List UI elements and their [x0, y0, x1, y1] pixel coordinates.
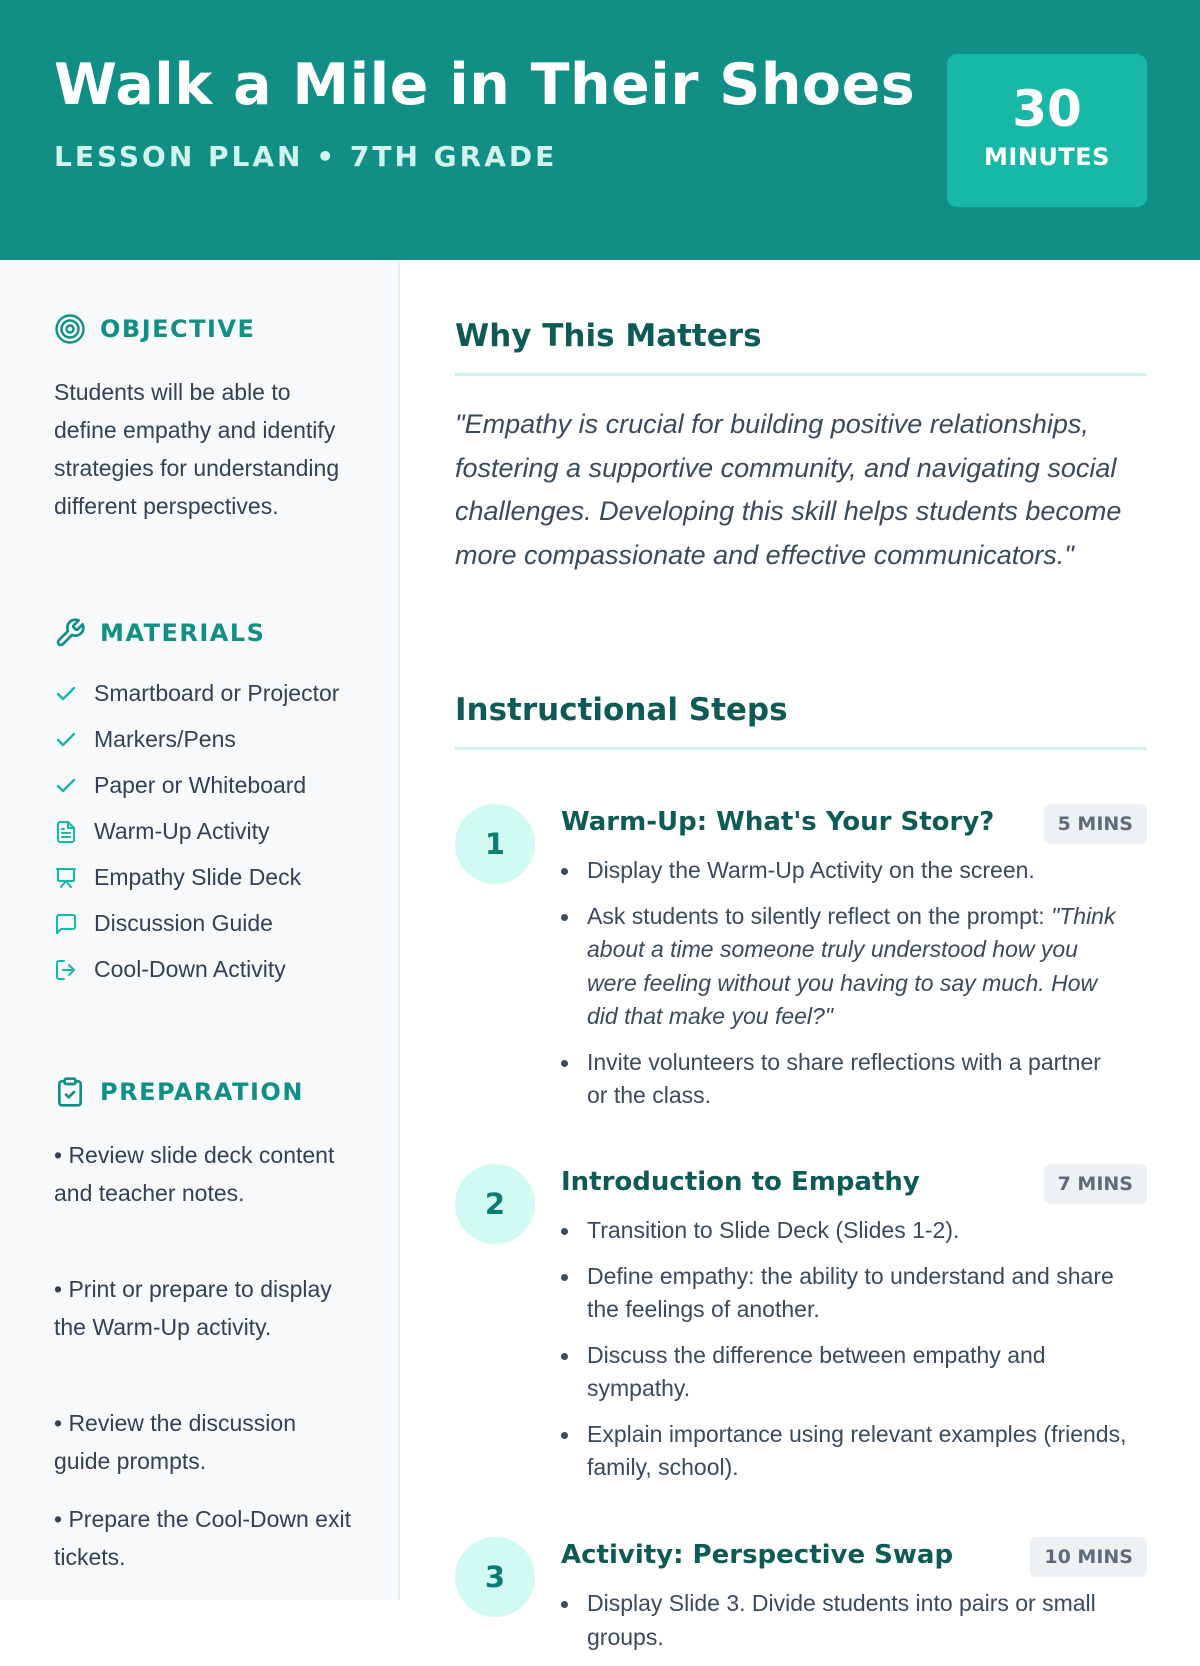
material-item [54, 768, 354, 802]
duration-value: 30 [1012, 80, 1082, 138]
material-item [54, 676, 354, 710]
lesson-title: Walk a Mile in Their Shoes [54, 52, 916, 118]
presentation-icon [54, 865, 78, 889]
step-bullets [587, 1214, 1127, 1497]
step-title: Warm-Up: What's Your Story? [561, 807, 995, 837]
step-title: Introduction to Empathy [561, 1167, 920, 1197]
prep-item: • Print or prepare to display the Warm-Up activity. [54, 1276, 332, 1340]
material-label: Empathy Slide Deck [94, 864, 302, 890]
bullet-text: Ask students to silently reflect on the prompt: [587, 902, 1045, 929]
material-label: Warm-Up Activity [94, 818, 270, 844]
step-number: 3 [455, 1537, 535, 1617]
wrench-icon [54, 617, 86, 649]
material-label: Discussion Guide [94, 910, 273, 936]
reflection-prompt: "Think about a time someone truly understood how you were feeling without you having to say much. How did that make you feel?" [587, 902, 1116, 1029]
material-label: Paper or Whiteboard [94, 772, 307, 798]
materials-list [54, 676, 354, 986]
check-icon [54, 727, 78, 751]
step-bullet: Display Slide 3. Divide students into pairs or small groups. [587, 1587, 1127, 1654]
bullet-text: Display the Warm-Up Activity on the screen. [587, 857, 1035, 883]
step-bullets [587, 1587, 1127, 1666]
why-heading: Why This Matters [455, 318, 762, 354]
steps-heading: Instructional Steps [455, 692, 788, 728]
prep-item: • Prepare the Cool-Down exit tickets. [54, 1506, 351, 1570]
step-duration-badge: 10 MINS [1030, 1537, 1147, 1577]
lesson-header [0, 0, 1200, 260]
divider [455, 373, 1147, 376]
divider [455, 747, 1147, 750]
material-label: Markers/Pens [94, 726, 236, 752]
preparation-heading [54, 1076, 304, 1108]
material-label: Smartboard or Projector [94, 680, 340, 706]
clipboard-check-icon [54, 1076, 86, 1108]
step-bullet [587, 900, 1127, 1034]
materials-heading [54, 617, 265, 649]
material-item[interactable] [54, 814, 354, 848]
duration-unit: MINUTES [984, 143, 1110, 171]
prep-item: • Review slide deck content and teacher notes. [54, 1142, 335, 1206]
exit-icon [54, 957, 78, 981]
material-item[interactable] [54, 906, 354, 940]
objective-heading [54, 313, 255, 345]
step-bullet: Define empathy: the ability to understand and share the feelings of another. [587, 1260, 1127, 1327]
step-bullet [587, 854, 1127, 888]
bullet-text: Invite volunteers to share reflections with a partner or the class. [587, 1048, 1101, 1108]
step-bullet [587, 1046, 1127, 1113]
check-icon [54, 681, 78, 705]
prep-item: • Review the discussion guide prompts. [54, 1410, 296, 1474]
step-card [455, 1537, 1147, 1650]
material-item[interactable] [54, 952, 354, 986]
step-number: 2 [455, 1164, 535, 1244]
step-bullet: Explain importance using relevant examples (friends, family, school). [587, 1418, 1127, 1485]
objective-text: Students will be able to define empathy and identify strategies for understanding different perspectives. [54, 379, 340, 519]
document-icon [54, 819, 78, 843]
preparation-label: PREPARATION [100, 1078, 304, 1106]
material-item [54, 722, 354, 756]
objective-label: OBJECTIVE [100, 315, 256, 343]
step-bullets [587, 854, 1127, 1125]
step-number: 1 [455, 804, 535, 884]
step-duration-badge: 7 MINS [1044, 1164, 1147, 1204]
material-item[interactable] [54, 860, 354, 894]
lesson-subtitle: LESSON PLAN • 7TH GRADE [54, 140, 558, 173]
materials-list-wrap [54, 676, 344, 998]
step-card [455, 804, 1147, 1124]
step-card [455, 1164, 1147, 1484]
why-quote: "Empathy is crucial for building positive relationships, fostering a supportive community, and navigating social challenges. Developing this skill helps students become more compassionate and effective communicators." [455, 409, 1122, 570]
step-title: Activity: Perspective Swap [561, 1540, 954, 1570]
step-bullet: Transition to Slide Deck (Slides 1-2). [587, 1214, 1127, 1248]
material-label: Cool-Down Activity [94, 956, 286, 982]
duration-card [947, 54, 1147, 207]
check-icon [54, 773, 78, 797]
step-bullet: Discuss the difference between empathy and sympathy. [587, 1339, 1127, 1406]
target-icon [54, 313, 86, 345]
materials-label: MATERIALS [100, 619, 266, 647]
chat-icon [54, 911, 78, 935]
step-duration-badge: 5 MINS [1044, 804, 1147, 844]
